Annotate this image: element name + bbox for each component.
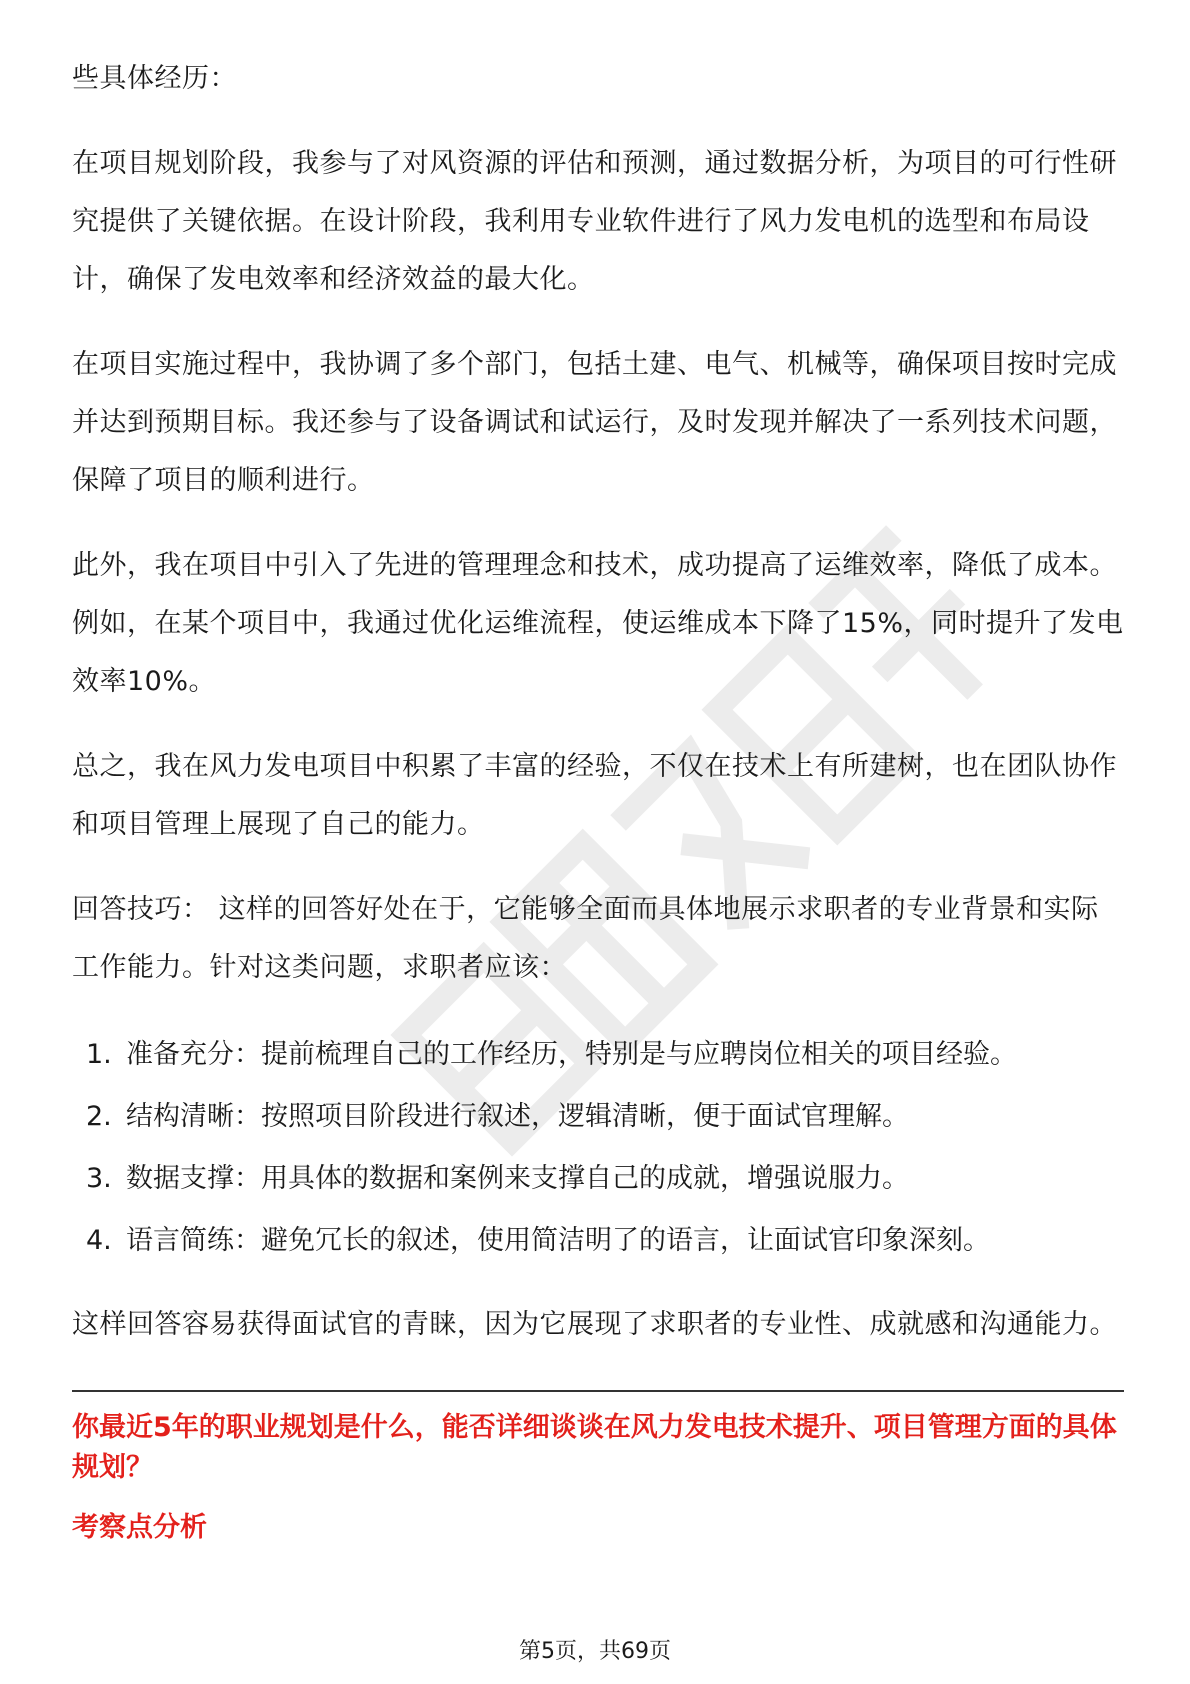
paragraph-summary: 总之，我在风力发电项目中积累了丰富的经验，不仅在技术上有所建树，也在团队协作和项目管理上展现了自己的能力。 (72, 751, 1117, 840)
paragraph-intro-tail: 些具体经历： (72, 63, 237, 94)
list-item-number: 4. (86, 1225, 112, 1256)
paragraph-management: 此外，我在项目中引入了先进的管理理念和技术，成功提高了运维效率，降低了成本。例如，在某个项目中，我通过优化运维流程，使运维成本下降了15%，同时提升了发电效率10%。 (72, 550, 1124, 697)
document-page (72, 50, 1124, 1548)
tips-list (72, 1024, 1124, 1272)
list-item-number: 1. (86, 1039, 112, 1070)
list-item (72, 1148, 1124, 1210)
list-item-text: 语言简练：避免冗长的叙述，使用简洁明了的语言，让面试官印象深刻。 (126, 1225, 990, 1256)
list-item (72, 1210, 1124, 1272)
paragraph-conclusion: 这样回答容易获得面试官的青睐，因为它展现了求职者的专业性、成就感和沟通能力。 (72, 1309, 1117, 1340)
list-item (72, 1086, 1124, 1148)
section-title: 考察点分析 (72, 1512, 207, 1543)
list-item-number: 3. (86, 1163, 112, 1194)
paragraph-answer-tips: 回答技巧： 这样的回答好处在于，它能够全面而具体地展示求职者的专业背景和实际工作能力。针对这类问题，求职者应该： (72, 894, 1099, 983)
section-divider (72, 1390, 1124, 1392)
page-footer: 第5页，共69页 (519, 1639, 671, 1664)
list-item-text: 数据支撑：用具体的数据和案例来支撑自己的成就，增强说服力。 (126, 1163, 909, 1194)
paragraph-implementation: 在项目实施过程中，我协调了多个部门，包括土建、电气、机械等，确保项目按时完成并达到预期目标。我还参与了设备调试和试运行，及时发现并解决了一系列技术问题，保障了项目的顺利进行。 (72, 349, 1117, 496)
list-item-text: 结构清晰：按照项目阶段进行叙述，逻辑清晰，便于面试官理解。 (126, 1101, 909, 1132)
list-item-number: 2. (86, 1101, 112, 1132)
paragraph-planning-design: 在项目规划阶段，我参与了对风资源的评估和预测，通过数据分析，为项目的可行性研究提供了关键依据。在设计阶段，我利用专业软件进行了风力发电机的选型和布局设计，确保了发电效率和经济效益的最大化。 (72, 148, 1117, 295)
list-item (72, 1024, 1124, 1086)
question-heading: 你最近5年的职业规划是什么，能否详细谈谈在风力发电技术提升、项目管理方面的具体规划？ (72, 1412, 1117, 1483)
list-item-text: 准备充分：提前梳理自己的工作经历，特别是与应聘岗位相关的项目经验。 (126, 1039, 1017, 1070)
